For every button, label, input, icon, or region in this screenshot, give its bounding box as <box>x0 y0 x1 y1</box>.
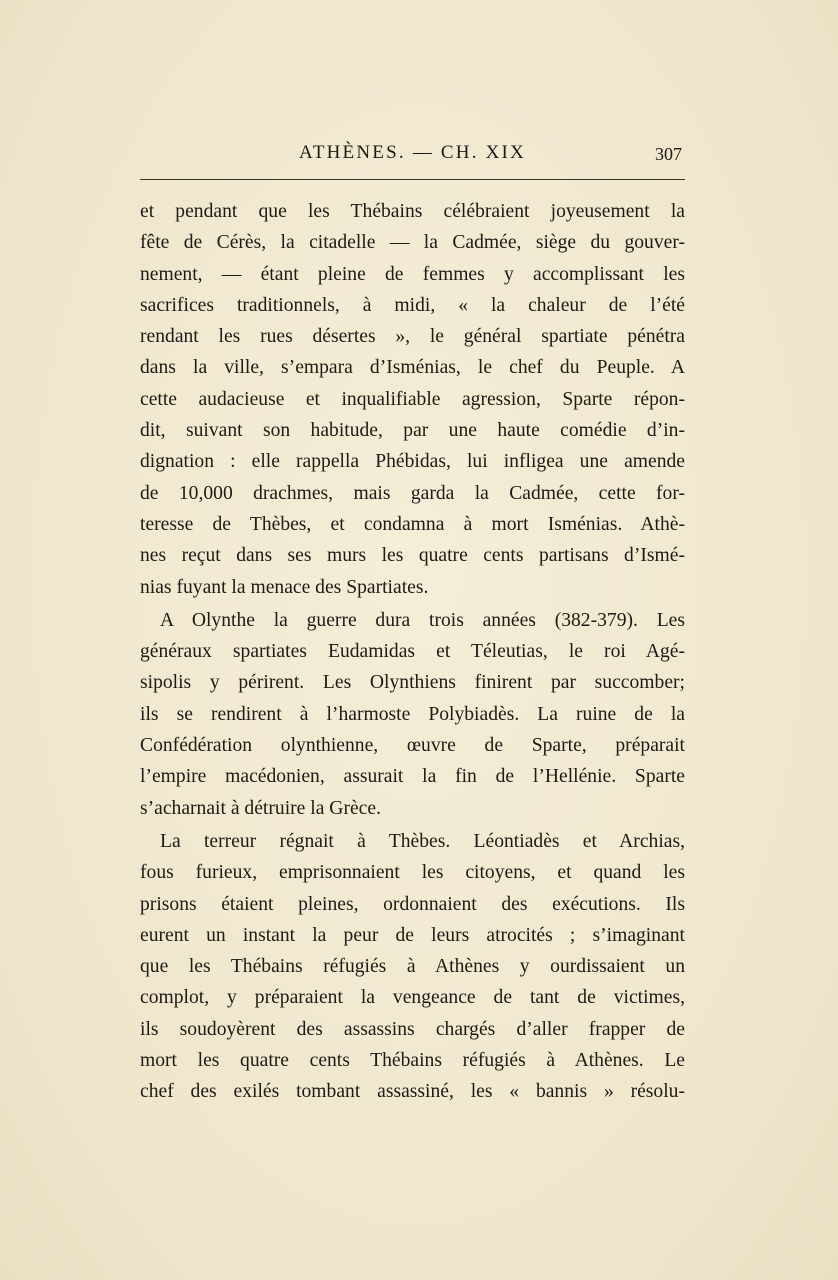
text-line: teresse de Thèbes, et condamna à mort Isménias. Athè- <box>140 513 685 535</box>
header-rule <box>140 179 685 180</box>
text-line: cette audacieuse et inqualifiable agression, Sparte répon- <box>140 388 685 410</box>
text-line: dit, suivant son habitude, par une haute comédie d’in- <box>140 420 685 442</box>
text-line: nement, — étant pleine de femmes y accomplissant les <box>140 263 685 285</box>
text-line: mort les quatre cents Thébains réfugiés à Athènes. Le <box>140 1050 685 1072</box>
text-line: fous furieux, emprisonnaient les citoyens, et quand les <box>140 862 685 884</box>
text-line: que les Thébains réfugiés à Athènes y ourdissaient un <box>140 956 685 978</box>
text-line: sacrifices traditionnels, à midi, « la chaleur de l’été <box>140 294 685 316</box>
text-line: nias fuyant la menace des Spartiates. <box>140 576 429 598</box>
text-line: prisons étaient pleines, ordonnaient des exécutions. Ils <box>140 893 685 915</box>
text-line: La terreur régnait à Thèbes. Léontiadès et Archias, <box>160 830 685 852</box>
text-line: dignation : elle rappella Phébidas, lui infligea une amende <box>140 451 685 473</box>
running-title: ATHÈNES. — CH. XIX <box>299 142 526 163</box>
text-line: complot, y préparaient la vengeance de tant de victimes, <box>140 987 685 1009</box>
text-line: sipolis y périrent. Les Olynthiens finirent par succomber; <box>140 672 685 694</box>
text-line: ils soudoyèrent des assassins chargés d’aller frapper de <box>140 1018 685 1040</box>
text-line: s’acharnait à détruire la Grèce. <box>140 797 381 819</box>
text-line: chef des exilés tombant assassiné, les « bannis » résolu- <box>140 1081 685 1103</box>
paragraph-3 <box>140 826 685 1108</box>
text-line: généraux spartiates Eudamidas et Téleutias, le roi Agé- <box>140 641 685 663</box>
text-line: dans la ville, s’empara d’Isménias, le chef du Peuple. A <box>140 357 685 379</box>
text-line: et pendant que les Thébains célébraient joyeusement la <box>140 201 685 222</box>
text-line: A Olynthe la guerre dura trois années (382-379). Les <box>160 609 685 631</box>
body-text <box>140 196 685 1108</box>
text-line: l’empire macédonien, assurait la fin de l’Hellénie. Sparte <box>140 766 685 788</box>
paragraph-1 <box>140 196 685 603</box>
text-line: rendant les rues désertes », le général spartiate pénétra <box>140 326 685 348</box>
text-line: ils se rendirent à l’harmoste Polybiadès. La ruine de la <box>140 703 685 725</box>
text-line: fête de Cérès, la citadelle — la Cadmée, siège du gouver- <box>140 232 685 254</box>
running-head <box>140 142 685 172</box>
paragraph-2 <box>140 605 685 824</box>
text-line: nes reçut dans ses murs les quatre cents partisans d’Ismé- <box>140 545 685 567</box>
text-line: eurent un instant la peur de leurs atrocités ; s’imaginant <box>140 924 685 946</box>
page-number: 307 <box>655 144 682 164</box>
text-line: Confédération olynthienne, œuvre de Sparte, préparait <box>140 735 685 757</box>
text-line: de 10,000 drachmes, mais garda la Cadmée, cette for- <box>140 482 685 504</box>
